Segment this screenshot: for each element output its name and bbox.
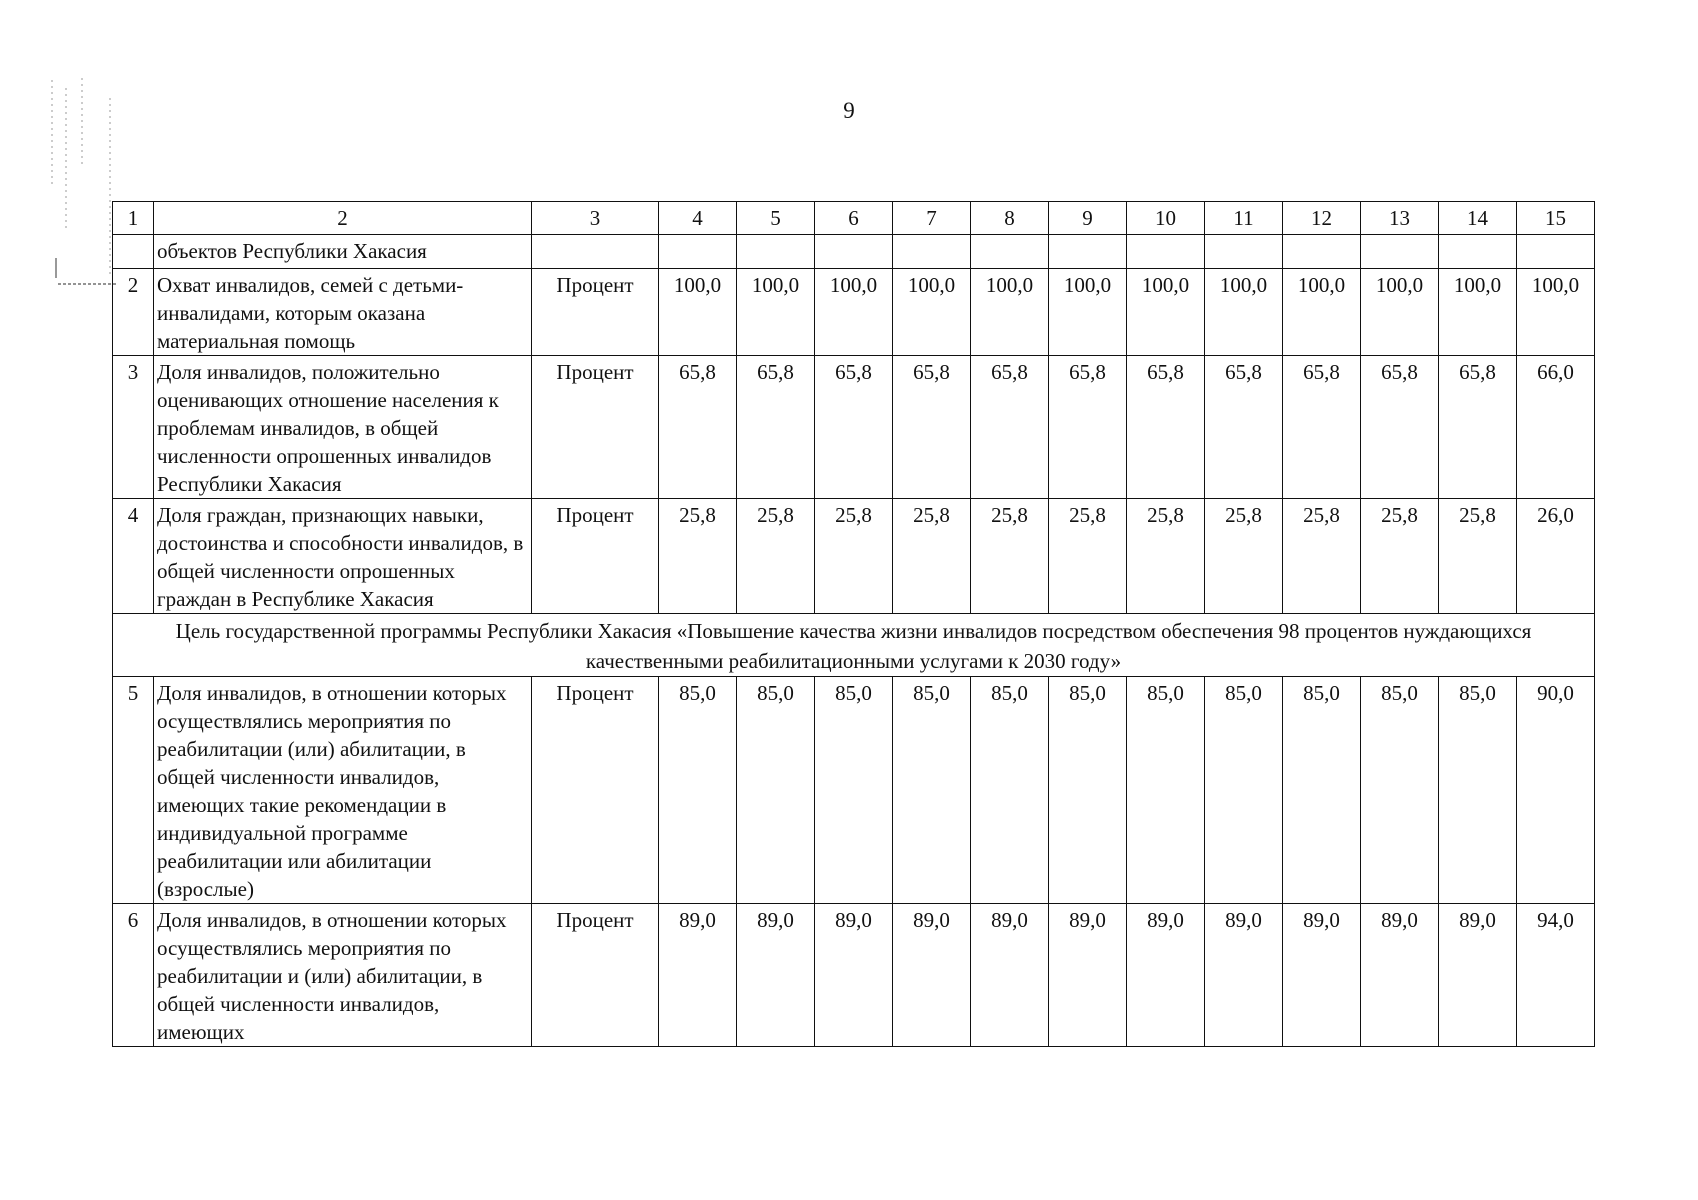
value-cell: 89,0 (1283, 904, 1361, 1047)
unit-cell: Процент (532, 677, 659, 904)
value-cell: 89,0 (1049, 904, 1127, 1047)
column-number: 12 (1283, 202, 1361, 235)
table-body (113, 202, 1595, 1047)
column-number: 7 (893, 202, 971, 235)
value-cell (1127, 235, 1205, 269)
indicator-name: Доля инвалидов, в отношении которых осуществлялись мероприятия по реабилитации и (или) абилитации, в общей численности инвалидов, имеющих (154, 904, 532, 1047)
table-row (113, 356, 1595, 499)
value-cell: 85,0 (1361, 677, 1439, 904)
value-cell: 89,0 (893, 904, 971, 1047)
value-cell: 85,0 (971, 677, 1049, 904)
value-cell: 85,0 (815, 677, 893, 904)
value-cell: 25,8 (1205, 499, 1283, 614)
column-number: 2 (154, 202, 532, 235)
column-number: 5 (737, 202, 815, 235)
value-cell: 65,8 (1283, 356, 1361, 499)
unit-cell: Процент (532, 499, 659, 614)
row-number: 4 (113, 499, 154, 614)
column-number: 4 (659, 202, 737, 235)
table-row (113, 269, 1595, 356)
value-cell: 65,8 (1127, 356, 1205, 499)
program-goal: Цель государственной программы Республики Хакасия «Повышение качества жизни инвалидов посредством обеспечения 98 процентов нуждающихся качественными реабилитационными услугами к 2030 году» (113, 614, 1595, 677)
value-cell: 100,0 (1205, 269, 1283, 356)
column-number: 9 (1049, 202, 1127, 235)
value-cell: 65,8 (1439, 356, 1517, 499)
value-cell: 100,0 (659, 269, 737, 356)
value-cell: 89,0 (1439, 904, 1517, 1047)
value-cell: 85,0 (1049, 677, 1127, 904)
table-row (113, 499, 1595, 614)
value-cell: 25,8 (1439, 499, 1517, 614)
value-cell: 65,8 (737, 356, 815, 499)
value-cell: 100,0 (1283, 269, 1361, 356)
value-cell: 100,0 (1439, 269, 1517, 356)
value-cell: 85,0 (1127, 677, 1205, 904)
value-cell: 65,8 (1361, 356, 1439, 499)
value-cell (1205, 235, 1283, 269)
row-number: 2 (113, 269, 154, 356)
indicator-name: объектов Республики Хакасия (154, 235, 532, 269)
column-number: 15 (1517, 202, 1595, 235)
column-number: 1 (113, 202, 154, 235)
value-cell: 25,8 (1361, 499, 1439, 614)
column-number: 6 (815, 202, 893, 235)
continued-row (113, 235, 1595, 269)
value-cell: 25,8 (659, 499, 737, 614)
value-cell (737, 235, 815, 269)
column-number-row (113, 202, 1595, 235)
value-cell: 100,0 (737, 269, 815, 356)
value-cell: 85,0 (659, 677, 737, 904)
value-cell: 89,0 (1205, 904, 1283, 1047)
value-cell: 94,0 (1517, 904, 1595, 1047)
value-cell: 100,0 (1517, 269, 1595, 356)
value-cell: 89,0 (815, 904, 893, 1047)
table-row (113, 904, 1595, 1047)
value-cell: 65,8 (659, 356, 737, 499)
value-cell (1049, 235, 1127, 269)
value-cell: 65,8 (971, 356, 1049, 499)
value-cell: 65,8 (893, 356, 971, 499)
indicator-name: Доля граждан, признающих навыки, достоинства и способности инвалидов, в общей численности опрошенных граждан в Республике Хакасия (154, 499, 532, 614)
indicator-name: Доля инвалидов, положительно оценивающих отношение населения к проблемам инвалидов, в общей численности опрошенных инвалидов Республики Хакасия (154, 356, 532, 499)
value-cell: 25,8 (893, 499, 971, 614)
value-cell: 100,0 (1049, 269, 1127, 356)
value-cell: 100,0 (815, 269, 893, 356)
value-cell: 25,8 (1127, 499, 1205, 614)
value-cell: 25,8 (815, 499, 893, 614)
page-number: 9 (843, 98, 855, 123)
value-cell: 66,0 (1517, 356, 1595, 499)
value-cell (1439, 235, 1517, 269)
value-cell: 89,0 (971, 904, 1049, 1047)
column-number: 14 (1439, 202, 1517, 235)
column-number: 11 (1205, 202, 1283, 235)
indicator-name: Доля инвалидов, в отношении которых осуществлялись мероприятия по реабилитации (или) абилитации, в общей численности инвалидов, имеющих такие рекомендации в индивидуальной программе реабилитации или абилитации (взрослые) (154, 677, 532, 904)
column-number: 13 (1361, 202, 1439, 235)
unit-cell: Процент (532, 356, 659, 499)
unit-cell: Процент (532, 904, 659, 1047)
value-cell: 100,0 (971, 269, 1049, 356)
value-cell (1361, 235, 1439, 269)
column-number: 3 (532, 202, 659, 235)
value-cell: 100,0 (1361, 269, 1439, 356)
indicators-table (112, 201, 1595, 1047)
value-cell: 89,0 (1361, 904, 1439, 1047)
value-cell: 26,0 (1517, 499, 1595, 614)
value-cell: 90,0 (1517, 677, 1595, 904)
value-cell: 85,0 (1205, 677, 1283, 904)
value-cell: 100,0 (1127, 269, 1205, 356)
indicator-name: Охват инвалидов, семей с детьми-инвалидами, которым оказана материальная помощь (154, 269, 532, 356)
value-cell (659, 235, 737, 269)
value-cell: 100,0 (893, 269, 971, 356)
row-number: 5 (113, 677, 154, 904)
row-number (113, 235, 154, 269)
row-number: 6 (113, 904, 154, 1047)
value-cell: 85,0 (1439, 677, 1517, 904)
value-cell: 25,8 (737, 499, 815, 614)
value-cell: 65,8 (815, 356, 893, 499)
value-cell: 25,8 (1049, 499, 1127, 614)
column-number: 10 (1127, 202, 1205, 235)
value-cell: 85,0 (1283, 677, 1361, 904)
value-cell: 85,0 (737, 677, 815, 904)
row-number: 3 (113, 356, 154, 499)
value-cell: 89,0 (659, 904, 737, 1047)
value-cell: 89,0 (1127, 904, 1205, 1047)
value-cell: 25,8 (1283, 499, 1361, 614)
value-cell: 25,8 (971, 499, 1049, 614)
value-cell: 65,8 (1205, 356, 1283, 499)
unit-cell (532, 235, 659, 269)
table-row (113, 677, 1595, 904)
value-cell (1283, 235, 1361, 269)
goal-row (113, 614, 1595, 677)
value-cell (971, 235, 1049, 269)
value-cell (1517, 235, 1595, 269)
value-cell (815, 235, 893, 269)
value-cell (893, 235, 971, 269)
unit-cell: Процент (532, 269, 659, 356)
value-cell: 65,8 (1049, 356, 1127, 499)
value-cell: 89,0 (737, 904, 815, 1047)
value-cell: 85,0 (893, 677, 971, 904)
column-number: 8 (971, 202, 1049, 235)
